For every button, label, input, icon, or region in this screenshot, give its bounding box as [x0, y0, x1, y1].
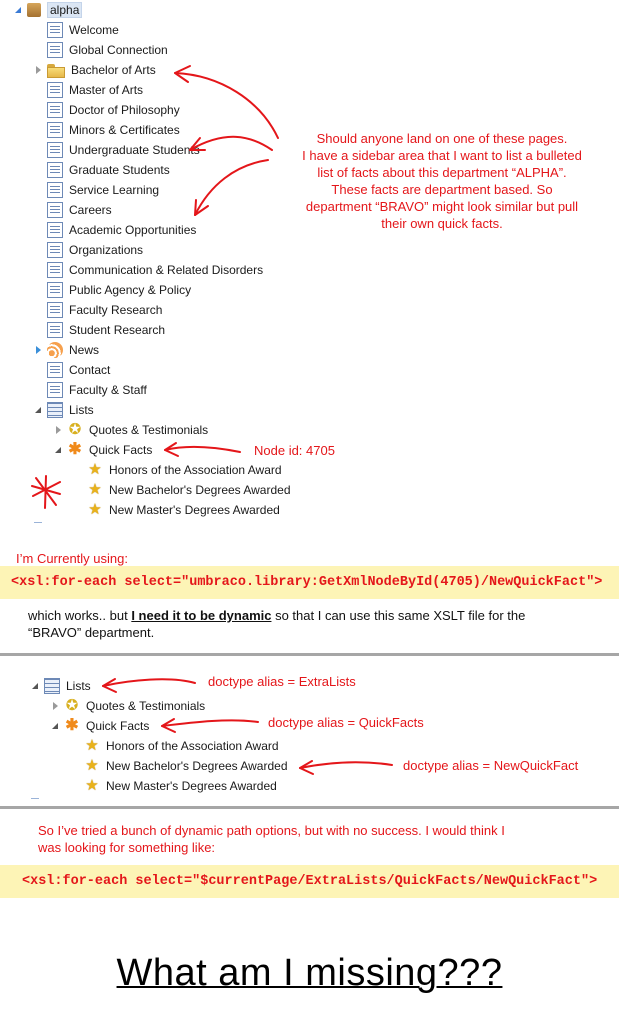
tree2-item-lists[interactable]: [31, 676, 91, 696]
tree-item-minors-certificates[interactable]: [47, 120, 180, 140]
code-text: <xsl:for-each select="$currentPage/ExtraLists/QuickFacts/NewQuickFact">: [22, 874, 598, 889]
list-icon: [47, 402, 63, 418]
tree-item-label: Master of Arts: [69, 83, 144, 97]
document-icon: [47, 362, 63, 378]
list-icon: [44, 678, 60, 694]
tree-item-quotes-testimonials[interactable]: [54, 420, 208, 440]
tree-item-contact[interactable]: [47, 360, 110, 380]
expand-arrow-icon[interactable]: [14, 5, 24, 15]
tree-item-label: Service Learning: [69, 183, 160, 197]
tree-item-label: Doctor of Philosophy: [69, 103, 180, 117]
asterisk-icon: ✱: [65, 717, 79, 734]
tree-end-mark: [34, 522, 42, 523]
question-title: What am I missing???: [116, 952, 503, 994]
tree-item-global-connection[interactable]: [47, 40, 168, 60]
star-icon: ★: [85, 777, 99, 794]
code-snippet-current: [0, 566, 619, 599]
folder-icon: [47, 64, 65, 78]
tree-item-label: New Master's Degrees Awarded: [106, 779, 277, 793]
tree-item-organizations[interactable]: [47, 240, 143, 260]
tree2-item-new-masters[interactable]: [84, 776, 277, 796]
award-ribbon-icon: ✪: [68, 421, 82, 438]
star-icon: ★: [85, 757, 99, 774]
tree-item-label: Quick Facts: [89, 443, 153, 457]
star-icon: ★: [88, 481, 102, 498]
document-icon: [47, 262, 63, 278]
asterisk-icon: ✱: [68, 441, 82, 458]
tree-item-label: Faculty Research: [69, 303, 163, 317]
tree2-item-new-bachelors[interactable]: [84, 756, 288, 776]
tree-item-graduate-students[interactable]: [47, 160, 170, 180]
annotation-line: Should anyone land on one of these pages.: [316, 131, 568, 146]
tree-item-label: Quotes & Testimonials: [86, 699, 206, 713]
document-icon: [47, 202, 63, 218]
award-ribbon-icon: ✪: [65, 697, 79, 714]
expand-arrow-icon[interactable]: [54, 445, 64, 455]
tree2-item-honors-award[interactable]: [84, 736, 279, 756]
expand-arrow-icon[interactable]: [51, 721, 61, 731]
tree-item-lists[interactable]: [34, 400, 94, 420]
tree-item-bachelor-of-arts[interactable]: [34, 60, 156, 80]
tried-paragraph: [38, 822, 608, 856]
tree-item-news[interactable]: [34, 340, 99, 360]
document-icon: [47, 142, 63, 158]
collapse-arrow-icon[interactable]: [34, 65, 44, 75]
document-icon: [47, 122, 63, 138]
annotation-line: department “BRAVO” might look similar but pull: [305, 199, 579, 214]
tree2-item-quotes-testimonials[interactable]: [51, 696, 205, 716]
tree-item-service-learning[interactable]: [47, 180, 159, 200]
tree-item-label: Minors & Certificates: [69, 123, 180, 137]
tree-item-label: Faculty & Staff: [69, 383, 147, 397]
document-icon: [47, 82, 63, 98]
doctype-annotation-lists: doctype alias = ExtraLists: [208, 674, 356, 689]
tree-root-label: alpha: [47, 2, 82, 18]
tree-root-alpha[interactable]: [14, 0, 82, 20]
tree-item-label: Welcome: [69, 23, 119, 37]
annotation-line: I have a sidebar area that I want to list a bulleted: [302, 148, 582, 163]
tree-item-label: New Bachelor's Degrees Awarded: [106, 759, 288, 773]
doctype-annotation-newquickfact: doctype alias = NewQuickFact: [403, 758, 579, 773]
tree-item-label: Undergraduate Students: [69, 143, 200, 157]
expand-arrow-icon[interactable]: [31, 681, 41, 691]
tree-item-label: Careers: [69, 203, 112, 217]
tree-item-master-of-arts[interactable]: [47, 80, 143, 100]
collapse-arrow-icon[interactable]: [54, 425, 64, 435]
tried-line: was looking for something like:: [38, 840, 216, 855]
tree-item-label: Lists: [66, 679, 91, 693]
tree-item-label: Bachelor of Arts: [71, 63, 156, 77]
tree-item-label: News: [69, 343, 100, 357]
tree-item-doctor-of-philosophy[interactable]: [47, 100, 180, 120]
tree-item-quick-facts[interactable]: [54, 440, 152, 460]
tree-item-label: Organizations: [69, 243, 144, 257]
tried-line: So I’ve tried a bunch of dynamic path options, but with no success. I would think I: [38, 823, 505, 838]
node-id-annotation: Node id: 4705: [254, 443, 335, 458]
tree-item-public-agency-policy[interactable]: [47, 280, 191, 300]
tree-item-label: Public Agency & Policy: [69, 283, 192, 297]
tree-item-label: Student Research: [69, 323, 166, 337]
explain-line2: “BRAVO” department.: [28, 625, 155, 640]
tree-item-new-masters[interactable]: [87, 500, 280, 520]
tree-item-new-bachelors[interactable]: [87, 480, 291, 500]
collapse-arrow-icon[interactable]: [34, 345, 44, 355]
tree-item-label: Global Connection: [69, 43, 168, 57]
tree-item-label: Academic Opportunities: [69, 223, 197, 237]
tree-item-label: Communication & Related Disorders: [69, 263, 264, 277]
document-icon: [47, 382, 63, 398]
tree-item-faculty-research[interactable]: [47, 300, 162, 320]
separator: [0, 806, 619, 809]
tree-item-label: New Master's Degrees Awarded: [109, 503, 280, 517]
separator: [0, 653, 619, 656]
tree-item-label: Honors of the Association Award: [109, 463, 282, 477]
document-icon: [47, 222, 63, 238]
document-icon: [47, 42, 63, 58]
tree-item-student-research[interactable]: [47, 320, 165, 340]
rss-feed-icon: [47, 342, 63, 358]
tree-item-faculty-staff[interactable]: [47, 380, 147, 400]
currently-using-label: I’m Currently using:: [16, 551, 128, 566]
explain-pre: which works.. but: [28, 608, 132, 623]
annotation-line: These facts are department based. So: [331, 182, 553, 197]
tree-end-mark: [31, 798, 39, 799]
tree2-item-quick-facts[interactable]: [51, 716, 149, 736]
star-icon: ★: [88, 501, 102, 518]
tree-item-label: New Bachelor's Degrees Awarded: [109, 483, 291, 497]
explain-post: so that I can use this same XSLT file for the: [271, 608, 526, 623]
tree-item-communication-related-disorders[interactable]: [47, 260, 263, 280]
tree-item-label: Quotes & Testimonials: [89, 423, 209, 437]
annotation-line: their own quick facts.: [381, 216, 503, 231]
document-icon: [47, 282, 63, 298]
tree-item-label: Lists: [69, 403, 94, 417]
collapse-arrow-icon[interactable]: [51, 701, 61, 711]
document-icon: [47, 322, 63, 338]
document-icon: [47, 182, 63, 198]
tree-item-label: Quick Facts: [86, 719, 150, 733]
doctype-annotation-quickfacts: doctype alias = QuickFacts: [268, 715, 424, 730]
document-icon: [47, 162, 63, 178]
code-snippet-desired: [0, 865, 619, 898]
code-text: <xsl:for-each select="umbraco.library:GetXmlNodeById(4705)/NewQuickFact">: [11, 575, 603, 590]
tree-item-label: Graduate Students: [69, 163, 170, 177]
document-icon: [47, 302, 63, 318]
explain-strong: I need it to be dynamic: [131, 608, 272, 623]
annotation-main: [272, 130, 612, 232]
tree-item-welcome[interactable]: [47, 20, 119, 40]
tree-item-label: Honors of the Association Award: [106, 739, 279, 753]
star-icon: ★: [85, 737, 99, 754]
document-icon: [47, 102, 63, 118]
explanation-text: [28, 607, 613, 641]
annotation-line: list of facts about this department “ALPHA”.: [317, 165, 567, 180]
document-icon: [47, 22, 63, 38]
tree-item-careers[interactable]: [47, 200, 112, 220]
star-icon: ★: [88, 461, 102, 478]
document-icon: [47, 242, 63, 258]
tree-item-honors-award[interactable]: [87, 460, 282, 480]
tree-item-academic-opportunities[interactable]: [47, 220, 196, 240]
tree-item-undergraduate-students[interactable]: [47, 140, 200, 160]
expand-arrow-icon[interactable]: [34, 405, 44, 415]
tree-item-label: Contact: [69, 363, 111, 377]
signpost-icon: [27, 3, 41, 17]
